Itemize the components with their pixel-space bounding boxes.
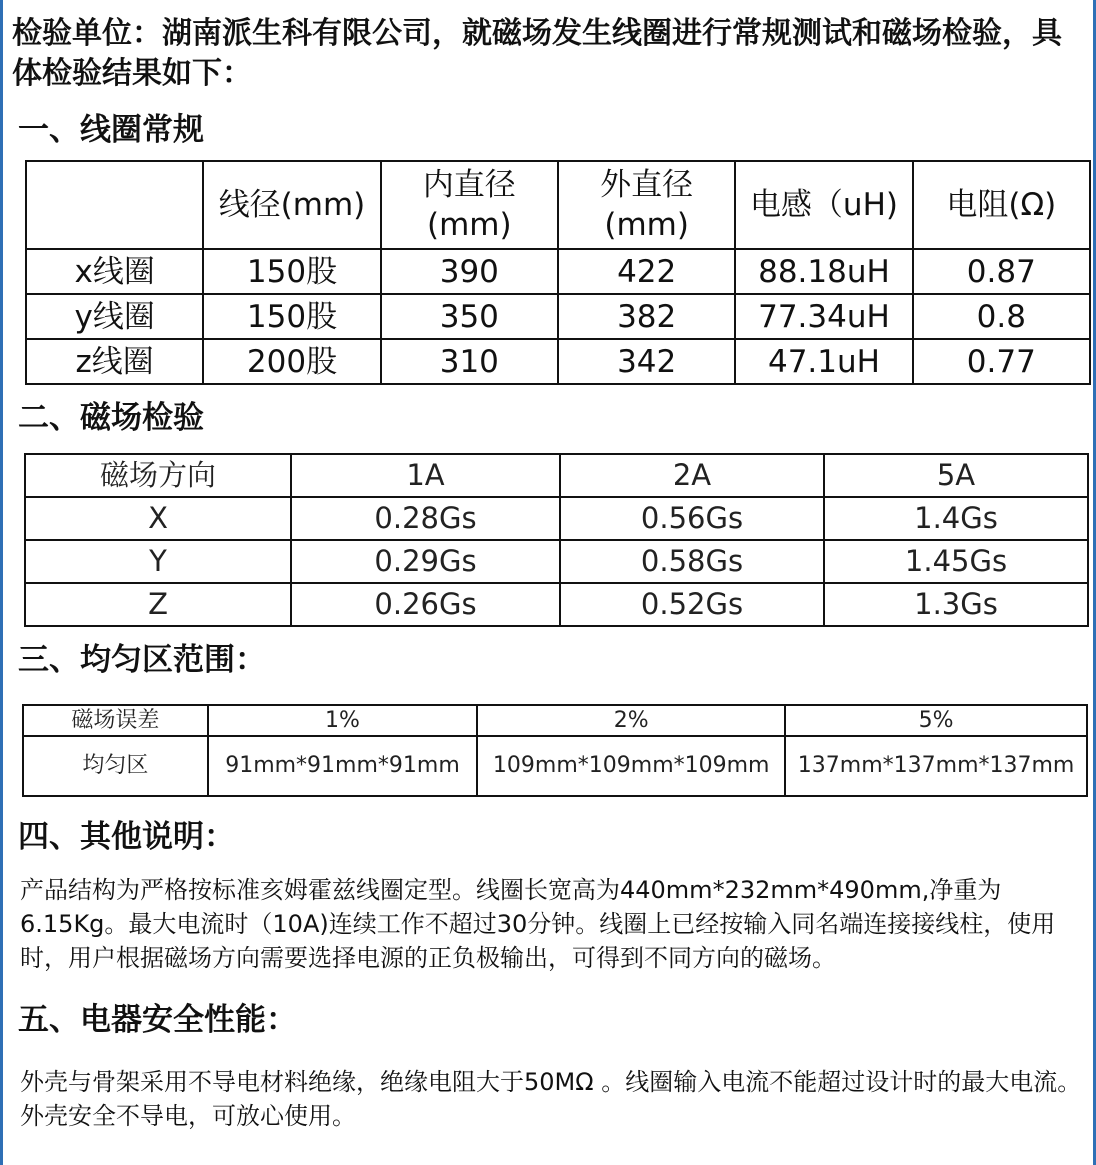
- left-border: [0, 0, 3, 1165]
- table-cell: 0.29Gs: [291, 540, 560, 583]
- table-row: [26, 294, 1090, 339]
- header-field-direction: 磁场方向: [25, 454, 291, 497]
- table-cell: 0.56Gs: [560, 497, 824, 540]
- table-cell: 47.1uH: [735, 339, 912, 384]
- header-resistance: 电阻(Ω): [913, 161, 1090, 249]
- table-cell: z线圈: [26, 339, 203, 384]
- table-cell: 382: [558, 294, 735, 339]
- section2-heading: 二、磁场检验: [18, 400, 204, 436]
- table-cell: Y: [25, 540, 291, 583]
- table-header-row: [25, 454, 1088, 497]
- table-cell: 350: [381, 294, 558, 339]
- table-row: [25, 583, 1088, 626]
- section4-text: 产品结构为严格按标准亥姆霍兹线圈定型。线圈长宽高为440mm*232mm*490mm,净重为6.15Kg。最大电流时（10A)连续工作不超过30分钟。线圈上已经按输入同名端连接接线柱，使用时，用户根据磁场方向需要选择电源的正负极输出，可得到不同方向的磁场。: [20, 876, 1056, 972]
- table-cell: 0.58Gs: [560, 540, 824, 583]
- header-5a: 5A: [824, 454, 1088, 497]
- table-cell: 422: [558, 249, 735, 294]
- uniform-zone-table: [22, 704, 1088, 797]
- table-cell: 310: [381, 339, 558, 384]
- field-test-table: [24, 453, 1089, 627]
- table-cell: 0.8: [913, 294, 1090, 339]
- table-cell: x线圈: [26, 249, 203, 294]
- header-2a: 2A: [560, 454, 824, 497]
- section5-text: 外壳与骨架采用不导电材料绝缘，绝缘电阻大于50MΩ 。线圈输入电流不能超过设计时的最大电流。外壳安全不导电，可放心使用。: [20, 1068, 1082, 1130]
- table-header-row: [23, 705, 1087, 736]
- header-2-percent: 2%: [477, 705, 785, 736]
- table-cell: 均匀区: [23, 736, 208, 796]
- table-cell: y线圈: [26, 294, 203, 339]
- section4-heading: 四、其他说明：: [18, 819, 235, 855]
- table-cell: 137mm*137mm*137mm: [785, 736, 1087, 796]
- table-cell: 77.34uH: [735, 294, 912, 339]
- table-row: [25, 497, 1088, 540]
- table-cell: 0.26Gs: [291, 583, 560, 626]
- table-cell: 88.18uH: [735, 249, 912, 294]
- table-cell: 390: [381, 249, 558, 294]
- table-cell: Z: [25, 583, 291, 626]
- table-cell: 91mm*91mm*91mm: [208, 736, 478, 796]
- table-cell: 150股: [203, 249, 380, 294]
- table-cell: X: [25, 497, 291, 540]
- table-cell: 1.45Gs: [824, 540, 1088, 583]
- header-inductance: 电感（uH): [735, 161, 912, 249]
- section3-heading: 三、均匀区范围：: [18, 642, 266, 678]
- table-row: [26, 249, 1090, 294]
- table-cell: 200股: [203, 339, 380, 384]
- table-cell: 1.3Gs: [824, 583, 1088, 626]
- header-outer-diameter: 外直径(mm): [558, 161, 735, 249]
- table-cell: 342: [558, 339, 735, 384]
- table-cell: 1.4Gs: [824, 497, 1088, 540]
- header-cell: [26, 161, 203, 249]
- table-cell: 0.77: [913, 339, 1090, 384]
- table-cell: 0.28Gs: [291, 497, 560, 540]
- header-wire-diameter: 线径(mm): [203, 161, 380, 249]
- intro-text: 检验单位：湖南派生科有限公司，就磁场发生线圈进行常规测试和磁场检验，具体检验结果如下：: [12, 16, 1062, 91]
- table-cell: 0.52Gs: [560, 583, 824, 626]
- table-cell: 150股: [203, 294, 380, 339]
- table-cell: 0.87: [913, 249, 1090, 294]
- header-field-error: 磁场误差: [23, 705, 208, 736]
- header-1-percent: 1%: [208, 705, 478, 736]
- table-header-row: [26, 161, 1090, 249]
- table-row: [25, 540, 1088, 583]
- section5-heading: 五、电器安全性能：: [18, 1002, 297, 1038]
- coil-spec-table: [25, 160, 1091, 385]
- header-1a: 1A: [291, 454, 560, 497]
- table-row: [23, 736, 1087, 796]
- table-cell: 109mm*109mm*109mm: [477, 736, 785, 796]
- header-inner-diameter: 内直径(mm): [381, 161, 558, 249]
- table-row: [26, 339, 1090, 384]
- section1-heading: 一、线圈常规: [18, 112, 204, 148]
- header-5-percent: 5%: [785, 705, 1087, 736]
